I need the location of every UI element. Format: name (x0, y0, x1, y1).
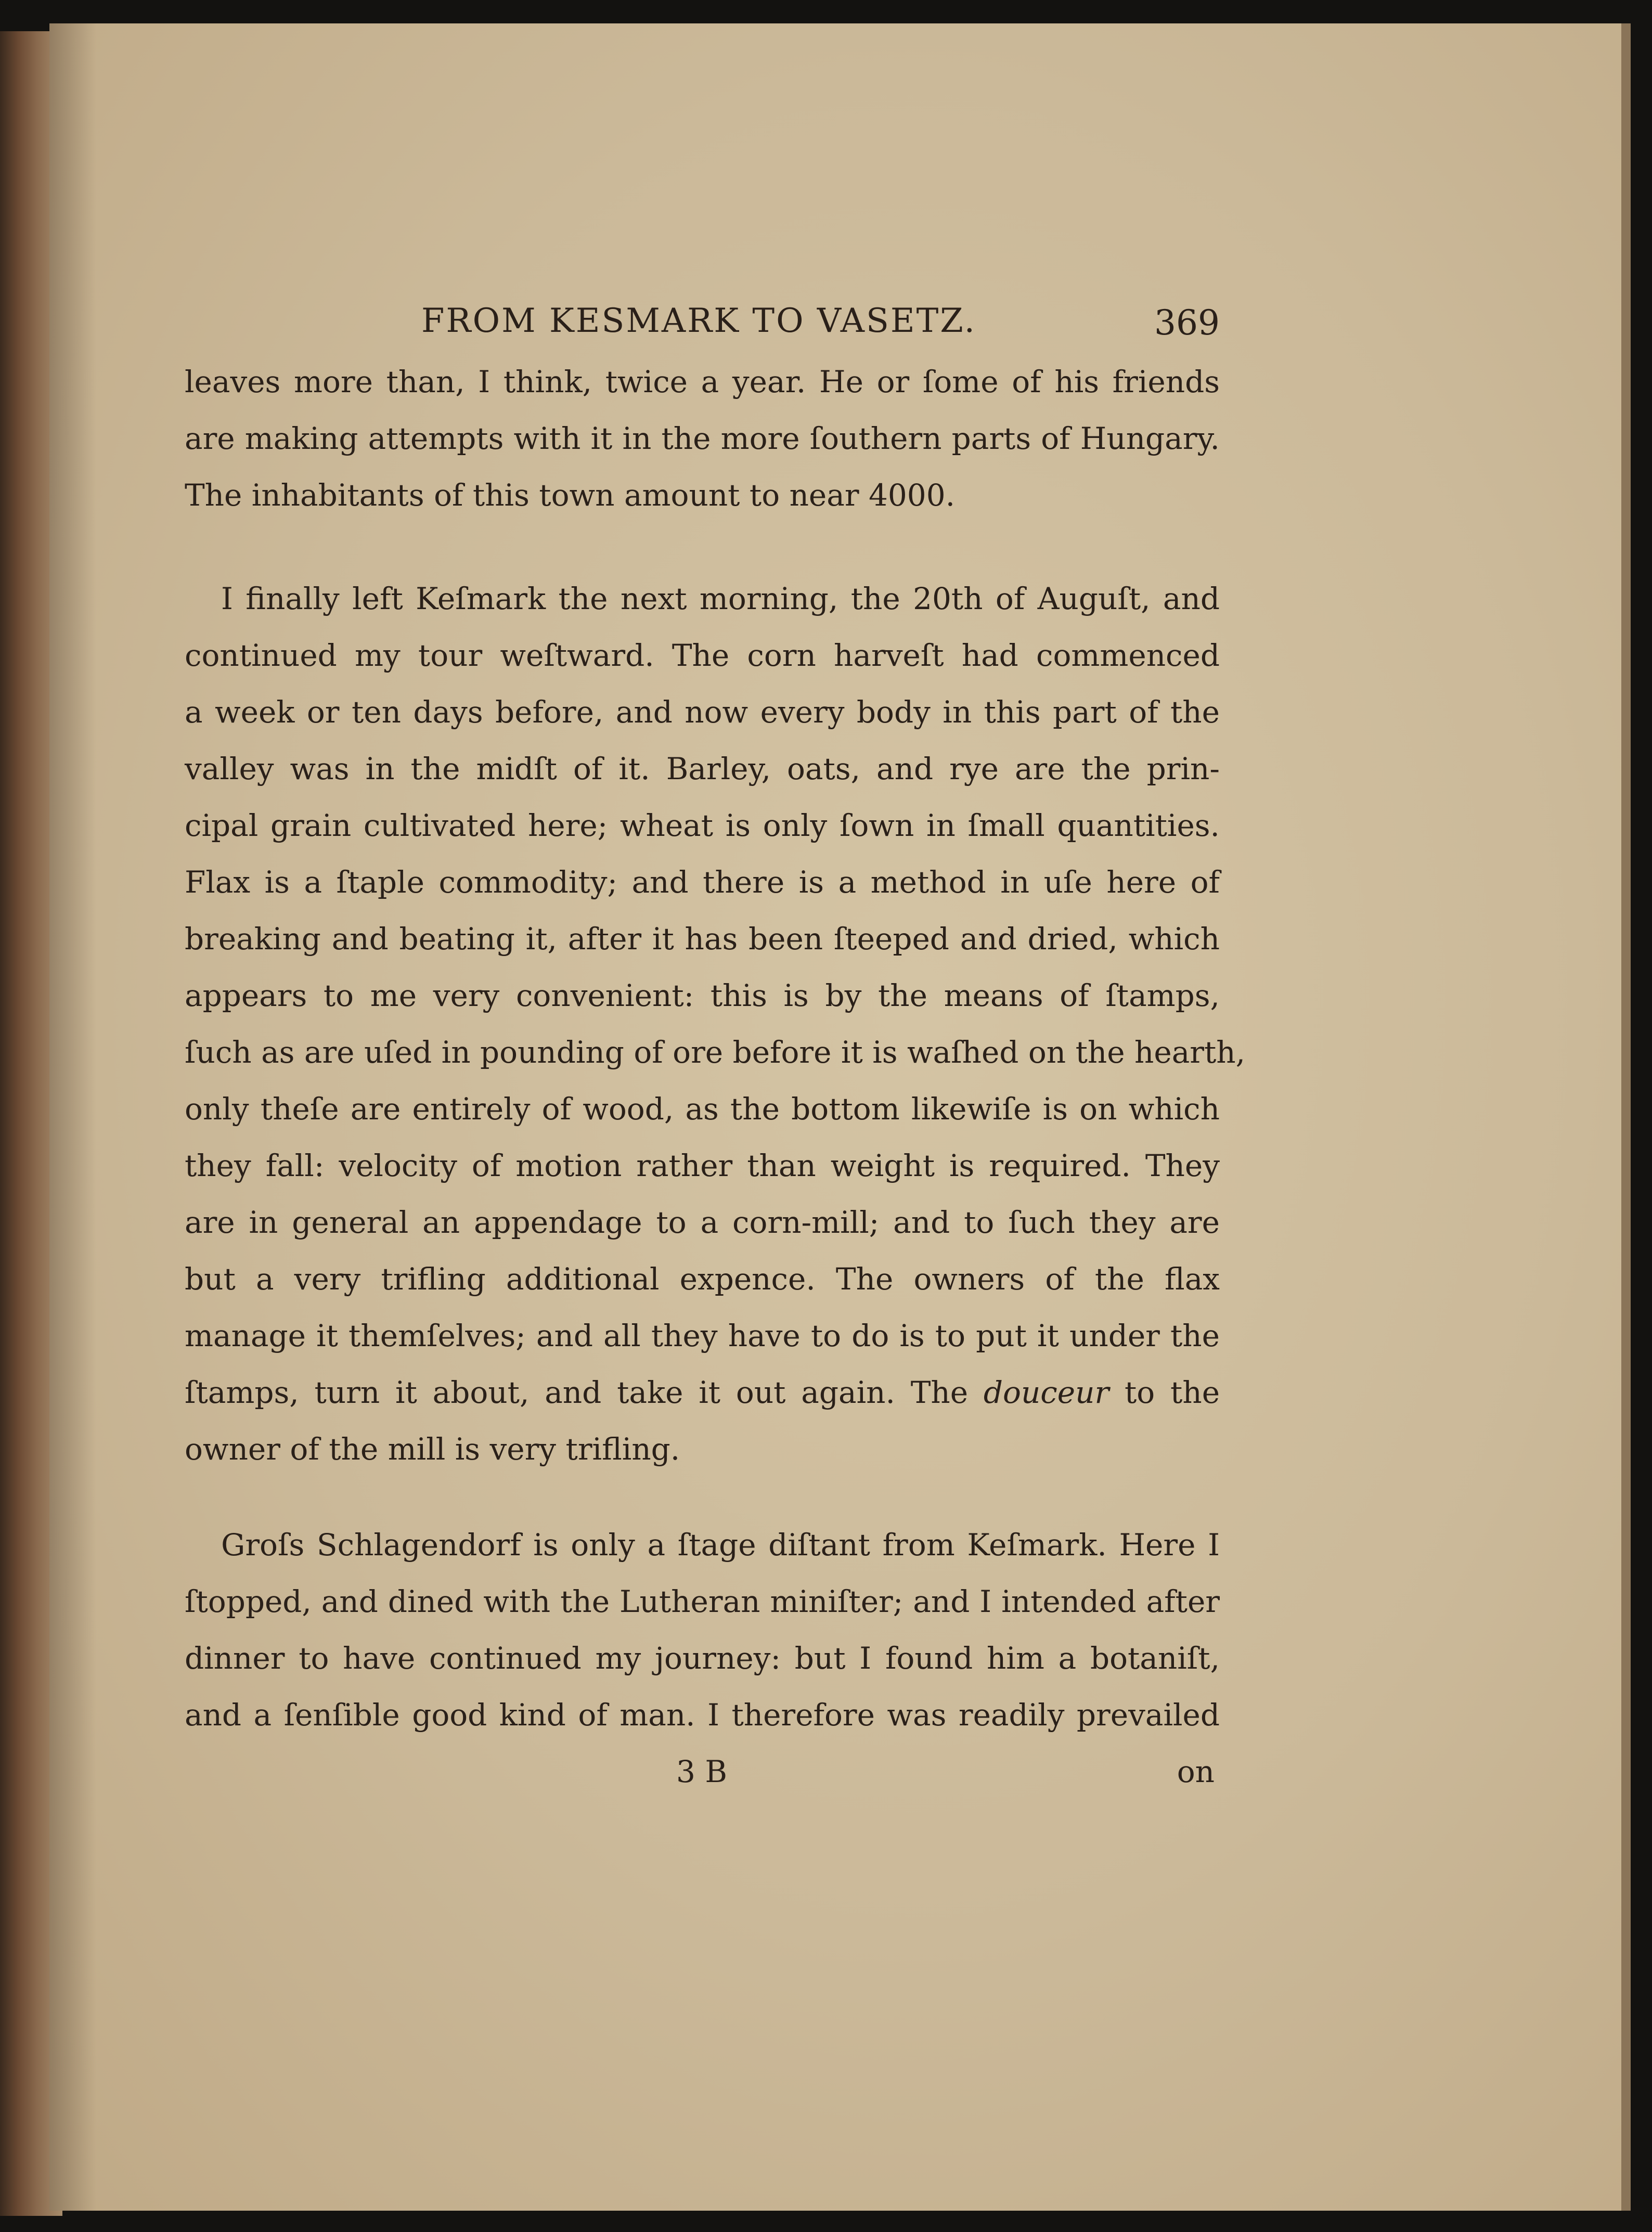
text-line: are in general an appendage to a corn-mill; and to ſuch they are (185, 1205, 1220, 1240)
text-line: only theſe are entirely of wood, as the bottom likewiſe is on which (185, 1091, 1220, 1127)
text-line: Flax is a ſtaple commodity; and there is a method in uſe here of (185, 865, 1220, 900)
page-text-block (185, 291, 1246, 1801)
text-segment: ſtamps, turn it about, and take it out again. The (185, 1375, 969, 1410)
italic-word: douceur (983, 1375, 1109, 1410)
running-title: FROM KESMARK TO VASETZ. (421, 302, 976, 340)
text-line: but a very trifling additional expence. The owners of the flax (185, 1261, 1220, 1297)
page-footer (185, 1744, 1220, 1801)
text-line: The inhabitants of this town amount to near 4000. (185, 478, 956, 513)
page-gutter-shadow (49, 23, 96, 2211)
signature-mark: 3 B (676, 1754, 727, 1789)
text-line: dinner to have continued my journey: but I found him a botaniſt, (185, 1641, 1220, 1676)
text-line: cipal grain cultivated here; wheat is only ſown in ſmall quantities. (185, 808, 1220, 843)
text-line: I finally left Keſmark the next morning, the 20th of Auguſt, and (221, 581, 1220, 616)
catchword: on (1177, 1754, 1215, 1789)
text-line: continued my tour weſtward. The corn harveſt had commenced (185, 638, 1220, 673)
text-line: owner of the mill is very trifling. (185, 1431, 680, 1467)
text-line: Groſs Schlagendorf is only a ſtage diſtant from Keſmark. Here I (221, 1527, 1220, 1563)
page-number: 369 (1154, 303, 1220, 343)
paragraph-3 (185, 1517, 1220, 1744)
text-line: ſuch as are uſed in pounding of ore before it is waſhed on the hearth, (185, 1035, 1246, 1070)
text-line: valley was in the midſt of it. Barley, oats, and rye are the prin- (185, 751, 1220, 786)
text-segment: to the (1125, 1375, 1220, 1410)
text-line: are making attempts with it in the more ſouthern parts of Hungary. (185, 421, 1220, 456)
running-head (185, 291, 1220, 354)
paragraph-1 (185, 354, 1220, 524)
text-line: a week or ten days before, and now every body in this part of the (185, 694, 1220, 730)
text-line: they fall: velocity of motion rather than weight is required. They (185, 1148, 1220, 1183)
paragraph-spacer (185, 524, 1220, 571)
text-line: manage it themſelves; and all they have to do is to put it under the (185, 1318, 1220, 1353)
text-line: ſtopped, and dined with the Lutheran miniſter; and I intended after (185, 1584, 1220, 1619)
text-line-with-italic (185, 1364, 1220, 1421)
text-line: appears to me very convenient: this is by the means of ſtamps, (185, 978, 1220, 1013)
paragraph-spacer (185, 1478, 1220, 1517)
text-line: breaking and beating it, after it has been ſteeped and dried, which (185, 921, 1220, 957)
text-line: leaves more than, I think, twice a year. He or ſome of his friends (185, 364, 1220, 399)
paragraph-2 (185, 571, 1246, 1478)
text-line: and a ſenſible good kind of man. I therefore was readily prevailed (185, 1697, 1220, 1733)
